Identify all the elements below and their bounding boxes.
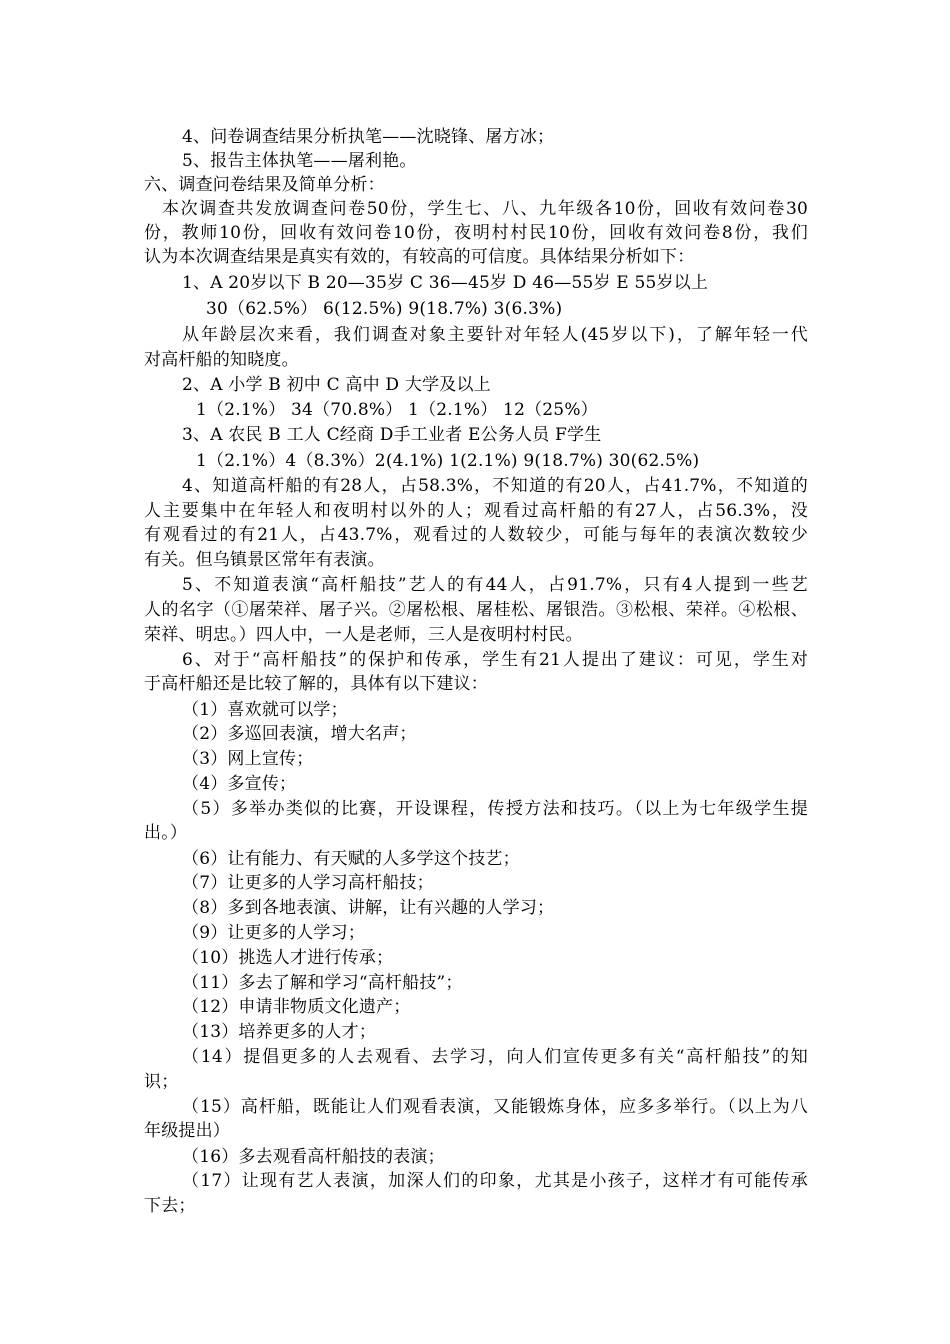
suggestion-item: （3）网上宣传； xyxy=(182,749,314,769)
item-5-line: 荣祥、明忠。）四人中，一人是老师，三人是夜明村村民。 xyxy=(144,625,583,645)
suggestion-item: （13）培养更多的人才； xyxy=(182,1022,377,1042)
question-2-options: 2、A 小学 B 初中 C 高中 D 大学及以上 xyxy=(182,375,491,395)
item-6-line: 于高杆船还是比较了解的，具体有以下建议： xyxy=(144,674,488,694)
item-4-line: 4、知道高杆船的有28人，占58.3%，不知道的有20人，占41.7%，不知道的 xyxy=(182,476,808,496)
age-analysis-line: 从年龄层次来看，我们调查对象主要针对年轻人(45岁以下)，了解年轻一代 xyxy=(182,325,808,345)
suggestion-item: （17）让现有艺人表演，加深人们的印象，尤其是小孩子，这样才有可能传承 xyxy=(182,1171,808,1191)
suggestion-item-continued: 出。） xyxy=(144,823,188,843)
item-4-line: 有关。但乌镇景区常年有表演。 xyxy=(144,550,385,570)
suggestion-item: （8）多到各地表演、讲解，让有兴趣的人学习； xyxy=(182,898,555,918)
suggestion-item: （1）喜欢就可以学； xyxy=(182,700,348,720)
question-3-results: 1（2.1%）4（8.3%）2(4.1%) 1(2.1%) 9(18.7%) 30(62.5%) xyxy=(196,451,700,471)
question-2-results: 1（2.1%） 34（70.8%） 1（2.1%） 12（25%） xyxy=(196,400,598,420)
paragraph-intro-line: 份，教师10份，回收有效问卷10份，夜明村村民10份，回收有效问卷8份，我们 xyxy=(144,223,808,243)
item-4-line: 人主要集中在年轻人和夜明村以外的人；观看过高杆船的有27人，占56.3%，没 xyxy=(144,501,808,521)
suggestion-item: （16）多去观看高杆船技的表演； xyxy=(182,1147,445,1167)
age-analysis-line: 对高杆船的知晓度。 xyxy=(144,350,299,370)
suggestion-item: （5）多举办类似的比赛，开设课程，传授方法和技巧。（以上为七年级学生提 xyxy=(182,799,808,819)
suggestion-item: （11）多去了解和学习“高杆船技”； xyxy=(182,973,463,993)
item-6-line: 6、对于“高杆船技”的保护和传承，学生有21人提出了建议：可见，学生对 xyxy=(182,650,808,670)
suggestion-item: （9）让更多的人学习； xyxy=(182,923,366,943)
credit-line-analysis: 4、问卷调查结果分析执笔——沈晓锋、屠方冰； xyxy=(182,127,555,147)
suggestion-item: （7）让更多的人学习高杆船技； xyxy=(182,873,434,893)
question-3-options: 3、A 农民 B 工人 C经商 D手工业者 E公务人员 F学生 xyxy=(182,425,602,445)
question-1-options: 1、A 20岁以下 B 20—35岁 C 36—45岁 D 46—55岁 E 55岁以上 xyxy=(182,273,709,293)
section-heading: 六、调查问卷结果及简单分析： xyxy=(144,175,385,195)
item-5-line: 人的名字（①屠荣祥、屠子兴。②屠松根、屠桂松、屠银浩。③松根、荣祥。④松根、 xyxy=(144,600,808,620)
suggestion-item: （15）高杆船，既能让人们观看表演，又能锻炼身体，应多多举行。（以上为八 xyxy=(182,1097,808,1117)
suggestion-item: （2）多巡回表演，增大名声； xyxy=(182,724,417,744)
suggestion-item: （6）让有能力、有天赋的人多学这个技艺； xyxy=(182,849,520,869)
suggestion-item-continued: 识； xyxy=(144,1072,179,1092)
suggestion-item: （4）多宣传； xyxy=(182,774,297,794)
credit-line-report: 5、报告主体执笔——屠利艳。 xyxy=(182,151,417,171)
paragraph-intro-line: 认为本次调查结果是真实有效的，有较高的可信度。具体结果分析如下： xyxy=(144,247,695,267)
suggestion-item-continued: 下去； xyxy=(144,1196,196,1216)
suggestion-item: （10）挑选人才进行传承； xyxy=(182,948,394,968)
question-1-results: 30（62.5%） 6(12.5%) 9(18.7%) 3(6.3%) xyxy=(206,299,563,319)
suggestion-item: （14）提倡更多的人去观看、去学习，向人们宣传更多有关“高杆船技”的知 xyxy=(182,1047,808,1067)
suggestion-item: （12）申请非物质文化遗产； xyxy=(182,997,411,1017)
item-5-line: 5、不知道表演“高杆船技”艺人的有44人，占91.7%，只有4人提到一些艺 xyxy=(182,575,808,595)
suggestion-item-continued: 年级提出） xyxy=(144,1121,230,1141)
paragraph-intro-line: 本次调查共发放调查问卷50份，学生七、八、九年级各10份，回收有效问卷30 xyxy=(162,199,808,219)
item-4-line: 有观看过的有21人，占43.7%，观看过的人数较少，可能与每年的表演次数较少 xyxy=(144,525,808,545)
